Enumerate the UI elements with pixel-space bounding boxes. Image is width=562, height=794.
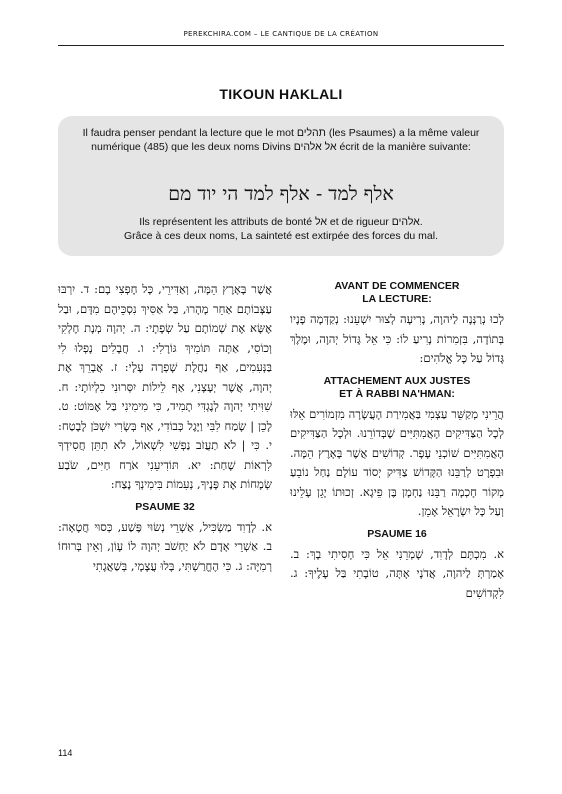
divine-names-formula: אלף למד - אלף למד הי יוד מם bbox=[168, 183, 394, 205]
attachement-heading-line-1: ATTACHEMENT AUX JUSTES bbox=[323, 374, 471, 387]
right-column bbox=[290, 280, 504, 740]
avant-heading-line-1: AVANT DE COMMENCER bbox=[334, 280, 460, 292]
attachement-heading-line-2: ET À RABBI NA'HMAN: bbox=[339, 387, 455, 400]
psaume-32-text: א. לְדָוִד מַשְׂכִּיל, אַשְׁרֵי נְשׂוּי פֶּשַׁע, כְּסוּי חֲטָאָה: ב. אַשְׁרֵי אָדָם לֹא יַחְשֹׁב יְהוָה לוֹ עָוֹן, וְאֵין בְּרוּחוֹ רְמִיָּה: ג. כִּי הֶחֱרַשְׁתִּי, בָּלוּ עֲצָמָי, בְּשַׁאֲגָתִי bbox=[58, 519, 272, 573]
page-title: TIKOUN HAKLALI bbox=[219, 86, 343, 102]
page-number: 114 bbox=[58, 748, 73, 758]
header-divider bbox=[58, 45, 504, 46]
section-heading-psaume-16 bbox=[290, 528, 504, 541]
intro-text: Il faudra penser pendant la lecture que le mot תהלים (les Psaumes) a la même valeur numérique (485) que les deux noms Divins אל אלהים écrit de la manière suivante: bbox=[82, 127, 480, 153]
section-heading-avant bbox=[290, 280, 504, 306]
psaume-16-text: א. מִכְתָּם לְדָוִד, שָׁמְרֵנִי אֵל כִּי חָסִיתִי בָךְ: ב. אָמַרְתְּ לַיהוָה, אֲדֹנָי אָתָּה, טוֹבָתִי בַּל עָלֶיךָ: ג. לִקְדוֹשִׁים bbox=[290, 546, 504, 600]
psaume-16-continuation-text: אֲשֶׁר בָּאָרֶץ הֵמָּה, וְאַדִּירֵי, כָּל חֶפְצִי בָם: ד. יִרְבּוּ עַצְּבוֹתָם אַחֵר מָהָרוּ, בַּל אַסִּיךְ נִסְכֵּיהֶם מִדָּם, וּבַל אֶשָּׂא אֶת שְׁמוֹתָם עַל שְׂפָתָי: ה. יְהוָה מְנָת חֶלְקִי וְכוֹסִי, אַתָּה תּוֹמִיךְ גּוֹרָלִי: ו. חֲבָלִים נָפְלוּ לִי בַּנְּעִמִים, אַף נַחֲלָת שָׁפְרָה עָלָי: ז. אֲבָרֵךְ אֶת יְהוָה, אֲשֶׁר יְעָצָנִי, אַף לֵילוֹת יִסְּרוּנִי כִלְיוֹתָי: ח. שִׁוִּיתִי יְהוָה לְנֶגְדִּי תָמִיד, כִּי מִימִינִי בַּל אֶמּוֹט: ט. לָכֵן | שָׂמַח לִבִּי וַיָּגֶל כְּבוֹדִי, אַף בְּשָׂרִי יִשְׁכֹּן לָבֶטַח: י. כִּי | לֹא תַעֲזֹב נַפְשִׁי לִשְׁאוֹל, לֹא תִתֵּן חֲסִידְךָ לִרְאוֹת שָׁחַת: יא. תּוֹדִיעֵנִי אֹרַח חַיִּים, שֹׂבַע שְׂמָחוֹת אֶת פָּנֶיךָ, נְעִמוֹת בִּימִינְךָ נֶצַח: bbox=[58, 282, 272, 491]
left-column bbox=[58, 280, 272, 740]
intro-box bbox=[58, 116, 504, 256]
psaume-32-heading: PSAUME 32 bbox=[135, 500, 195, 513]
attributes-line-1: Ils représentent les attributs de bonté אל et de rigueur אלהים. bbox=[139, 216, 423, 228]
section-heading-attachement bbox=[290, 375, 504, 401]
avant-prayer-text: לְכוּ נְרַנְּנָה לַיהוָה, נָרִיעָה לְצוּר יִשְׁעֵנוּ: נְקַדְּמָה פָנָיו בְּתוֹדָה, בִּזְמִרוֹת נָרִיעַ לוֹ: כִּי אֵל גָּדוֹל יְהוָה, וּמֶלֶךְ גָּדוֹל עַל כָּל אֱלֹהִים: bbox=[290, 312, 504, 365]
section-heading-psaume-32 bbox=[58, 501, 272, 514]
running-header: PEREKCHIRA.COM – LE CANTIQUE DE LA CRÉATION bbox=[183, 30, 379, 38]
attachement-prayer-text: הֲרֵינִי מְקַשֵּׁר עַצְמִי בַּאֲמִירַת הָעֲשָׂרָה מִזְמוֹרִים אֵלּוּ לְכָל הַצַּדִּיקִים הָאֲמִתִּיִּים שֶׁבְּדוֹרֵנוּ. וּלְכָל הַצַּדִּיקִים הָאֲמִתִּיִּים שׁוֹכְנֵי עָפָר. קְדוֹשִׁים אֲשֶׁר בָּאָרֶץ הֵמָּה. וּבִפְרָט לְרַבֵּנוּ הַקָּדוֹשׁ צַדִּיק יְסוֹד עוֹלָם נַחַל נוֹבֵעַ מְקוֹר חָכְמָה רַבֵּנוּ נַחְמָן בֶּן פֵיגָא. זְכוּתוֹ יָגֵן עָלֵינוּ וְעַל כָּל יִשְׂרָאֵל אָמֵן. bbox=[290, 406, 504, 518]
avant-heading-line-2: LA LECTURE: bbox=[362, 293, 432, 305]
attributes-line-2: Grâce à ces deux noms, La sainteté est extirpée des forces du mal. bbox=[124, 230, 438, 242]
psaume-16-heading: PSAUME 16 bbox=[367, 527, 427, 540]
attributes-text bbox=[66, 215, 496, 243]
